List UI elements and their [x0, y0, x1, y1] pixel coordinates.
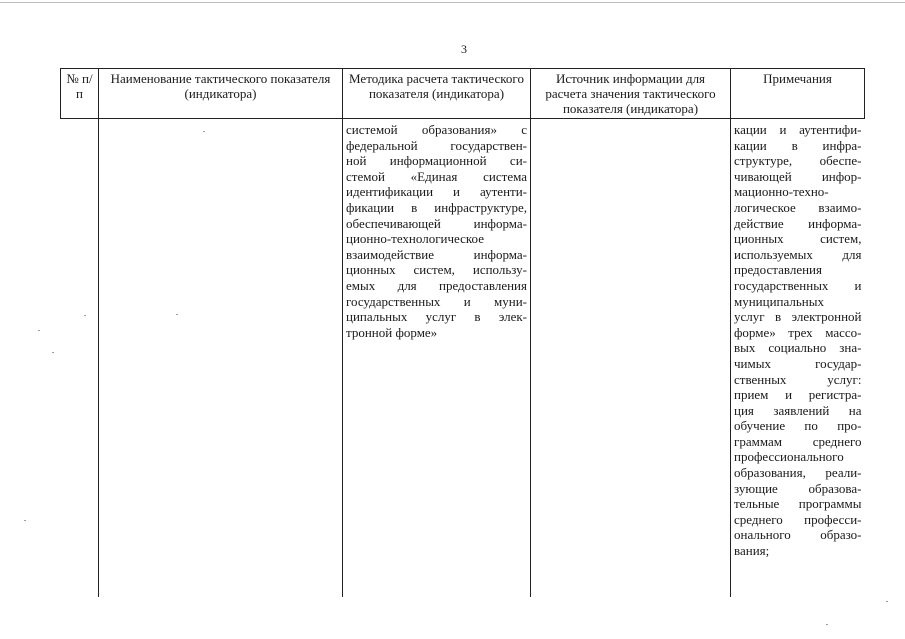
notes-text-line: используемых для [734, 246, 862, 262]
notes-text-line: профессионального [734, 449, 844, 465]
scan-speck [886, 601, 888, 602]
scan-speck [24, 520, 26, 521]
header-name: Наименование тактического показателя (индикатора) [99, 69, 343, 119]
notes-text [734, 122, 862, 559]
method-text-line: государственных и муни- [346, 293, 527, 309]
notes-text-line: услуг в электронной [734, 309, 862, 325]
notes-text-line: форме» трех массо- [734, 324, 862, 340]
notes-text-line: чимых государ- [734, 355, 862, 371]
notes-text-line: кации и аутентифи- [734, 122, 862, 137]
notes-text-line: вания; [734, 543, 770, 559]
notes-text-line: образования, реали- [734, 465, 862, 481]
notes-text-line: онального образо- [734, 527, 862, 543]
notes-text-line: мационно-техно- [734, 184, 829, 200]
notes-text-line: зующие образова- [734, 480, 862, 496]
notes-text-line: тельные программы [734, 496, 862, 512]
notes-text-line: ционных систем, [734, 231, 862, 247]
header-source: Источник информации для расчета значения тактического показателя (индикатора) [531, 69, 731, 119]
method-text-line: обеспечивающей информа- [346, 215, 527, 231]
cell-method [343, 119, 531, 597]
notes-text-line: обучение по про- [734, 418, 862, 434]
table-header-row [61, 69, 865, 119]
method-text-line: фикации в инфраструктуре, [346, 199, 527, 215]
scan-speck [52, 352, 54, 353]
scan-speck [203, 131, 205, 132]
method-text-line: ционных систем, использу- [346, 262, 527, 278]
scan-speck [38, 330, 40, 331]
notes-text-line: прием и регистра- [734, 387, 862, 403]
method-text-line: емых для предоставления [346, 277, 527, 293]
table-row [61, 119, 865, 597]
notes-text-line: ция заявлений на [734, 402, 862, 418]
method-text-line: стемой «Единая система [346, 168, 527, 184]
notes-text-line: ственных услуг: [734, 371, 862, 387]
scan-speck [826, 624, 828, 625]
indicator-table [60, 68, 865, 597]
scan-speck [84, 315, 86, 316]
cell-num [61, 119, 99, 597]
cell-notes [731, 119, 865, 597]
method-text [346, 122, 527, 340]
notes-text-line: чивающей инфор- [734, 168, 862, 184]
method-text-line: федеральной государствен- [346, 137, 527, 153]
method-text-line: тронной форме» [346, 324, 438, 340]
scan-top-edge [0, 2, 905, 3]
notes-text-line: муниципальных [734, 293, 825, 309]
method-text-line: взаимодействие информа- [346, 246, 527, 262]
notes-text-line: вых социально зна- [734, 340, 862, 356]
scan-speck [176, 314, 178, 315]
method-text-line: системой образования» с [346, 122, 527, 137]
notes-text-line: логическое взаимо- [734, 199, 862, 215]
header-method: Методика расчета тактического показателя (индикатора) [343, 69, 531, 119]
page-number: 3 [461, 42, 467, 56]
notes-text-line: среднего професси- [734, 511, 862, 527]
notes-text-line: граммам среднего [734, 433, 862, 449]
cell-name [99, 119, 343, 597]
header-num: № п/п [61, 69, 99, 119]
header-notes: Примечания [731, 69, 865, 119]
cell-source [531, 119, 731, 597]
notes-text-line: кации в инфра- [734, 137, 862, 153]
notes-text-line: структуре, обеспе- [734, 153, 862, 169]
method-text-line: ной информационной си- [346, 153, 527, 169]
notes-text-line: предоставления [734, 262, 822, 278]
method-text-line: ционно-технологическое [346, 231, 484, 247]
method-text-line: идентификации и аутенти- [346, 184, 527, 200]
method-text-line: ципальных услуг в элек- [346, 309, 527, 325]
notes-text-line: государственных и [734, 277, 862, 293]
notes-text-line: действие информа- [734, 215, 862, 231]
